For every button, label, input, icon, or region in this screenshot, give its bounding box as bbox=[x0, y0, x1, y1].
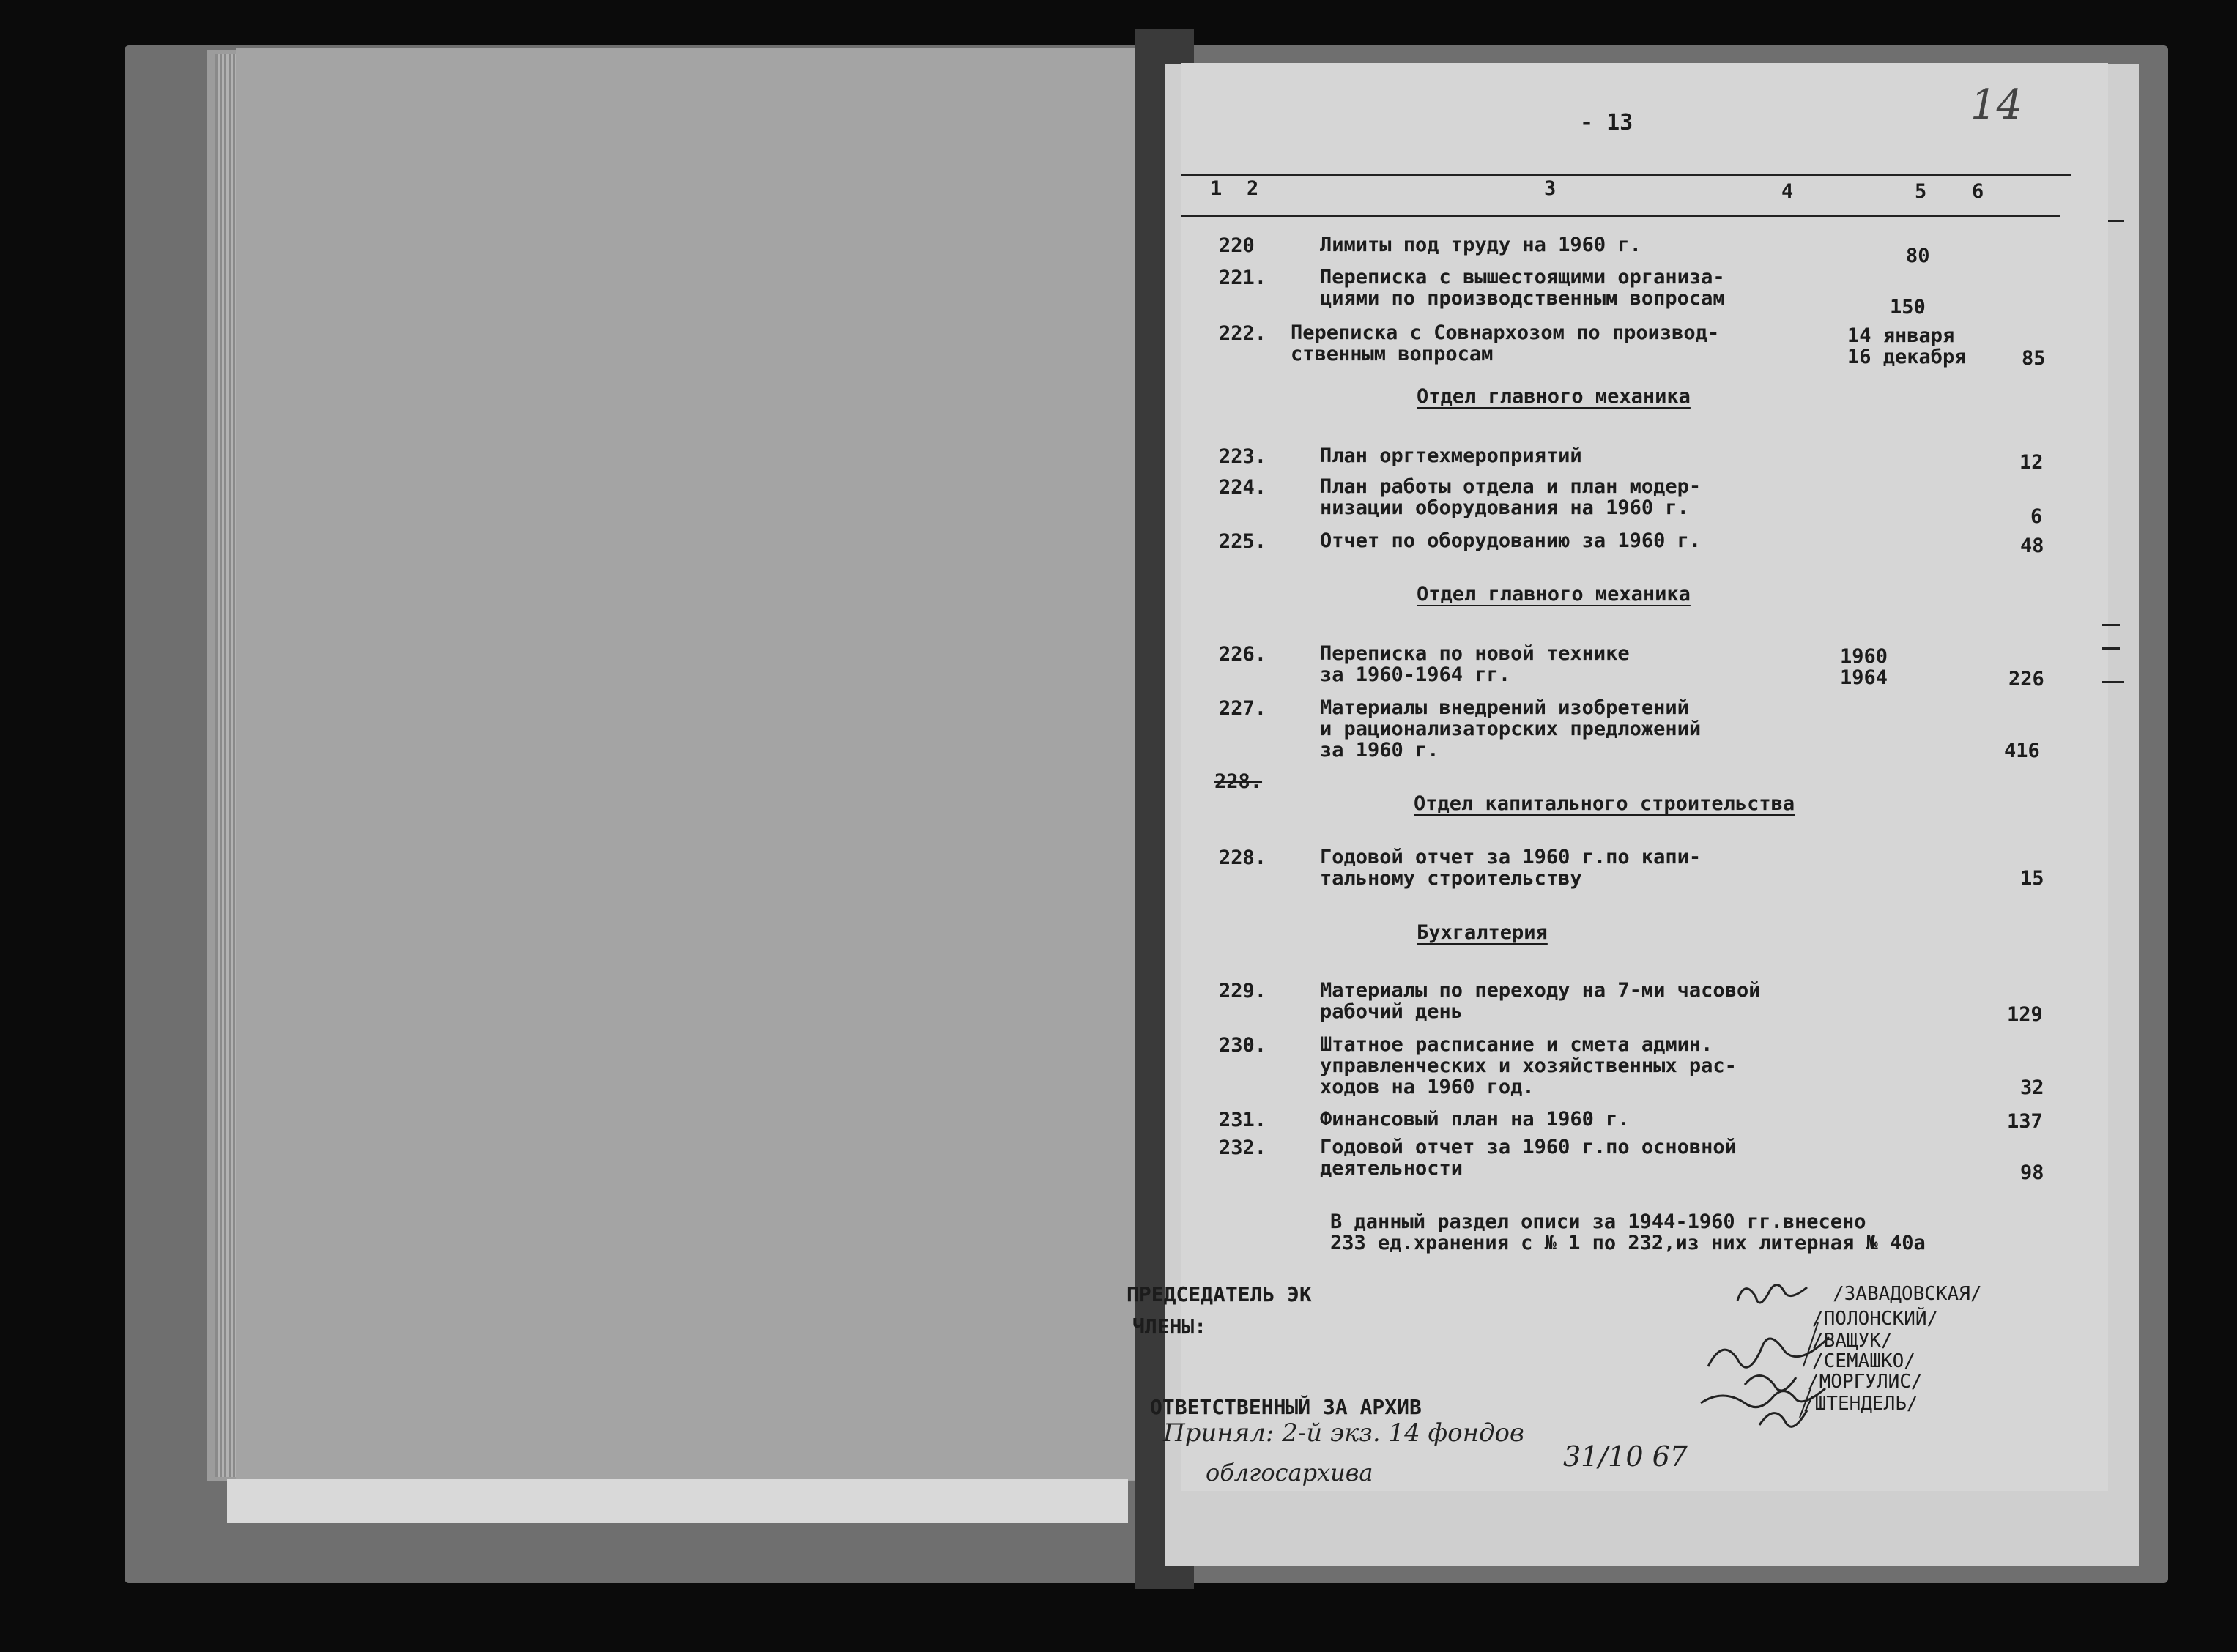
entry-col6: 416 bbox=[2004, 740, 2040, 762]
left-underlying-sheet bbox=[227, 1479, 1128, 1523]
entry-number-crossed: 228. bbox=[1214, 770, 1263, 793]
signatory-name: /ВАЩУК/ bbox=[1812, 1330, 1893, 1352]
entry-col6: 12 bbox=[2019, 451, 2044, 474]
handwritten-note-line2: облгосархива bbox=[1206, 1459, 1373, 1487]
edge-tab-mark bbox=[2108, 220, 2124, 222]
entry-col6: 85 bbox=[2022, 347, 2046, 370]
entry-number: 225. bbox=[1219, 530, 1267, 553]
entry-title: Годовой отчет за 1960 г.по капи- тальному строительству bbox=[1320, 846, 1702, 890]
signatory-name: /ЗАВАДОВСКАЯ/ bbox=[1833, 1283, 1982, 1305]
header-rule-top bbox=[1181, 174, 2071, 176]
entry-number: 228. bbox=[1219, 847, 1267, 869]
entry-col6: 98 bbox=[2020, 1161, 2044, 1184]
archive-label: ОТВЕТСТВЕННЫЙ ЗА АРХИВ bbox=[1150, 1395, 1422, 1419]
section-heading: Отдел главного механика bbox=[1417, 385, 1691, 408]
entry-number: 230. bbox=[1219, 1034, 1267, 1057]
page-number: - 13 bbox=[1580, 110, 1633, 135]
entry-dates: 14 января 16 декабря bbox=[1847, 324, 1967, 368]
column-header-6: 6 bbox=[1972, 180, 1984, 203]
document-page bbox=[1127, 63, 2108, 1491]
entry-number: 220 bbox=[1219, 234, 1255, 257]
entry-title: План оргтехмероприятий bbox=[1320, 444, 1582, 467]
entry-number: 226. bbox=[1219, 643, 1267, 666]
entry-number: 231. bbox=[1219, 1109, 1267, 1131]
left-blank-page bbox=[236, 48, 1162, 1480]
entry-col6: 6 bbox=[2030, 505, 2043, 528]
entry-title: Переписка по новой технике за 1960-1964 гг. bbox=[1320, 642, 1630, 686]
entry-title: План работы отдела и план модер- низации оборудования на 1960 г. bbox=[1320, 475, 1702, 519]
chair-label: ПРЕДСЕДАТЕЛЬ ЭК bbox=[1127, 1282, 1312, 1306]
entry-title: Отчет по оборудованию за 1960 г. bbox=[1320, 529, 1702, 552]
handwritten-note-date: 31/10 67 bbox=[1563, 1440, 1688, 1473]
entry-col6: 137 bbox=[2007, 1110, 2043, 1133]
closing-note: В данный раздел описи за 1944-1960 гг.внесено 233 ед.хранения с № 1 по 232,из них литерная № 40а bbox=[1330, 1210, 1926, 1254]
members-label: ЧЛЕНЫ: bbox=[1132, 1314, 1207, 1339]
handwritten-note-line1: Принял: 2-й экз. 14 фондов bbox=[1163, 1418, 1524, 1448]
column-header-1: 1 bbox=[1210, 177, 1223, 200]
entry-number: 224. bbox=[1219, 476, 1267, 499]
entry-col6: 129 bbox=[2007, 1003, 2043, 1026]
entry-title: Штатное расписание и смета админ. управленческих и хозяйственных рас- ходов на 1960 год. bbox=[1320, 1033, 1737, 1098]
entry-title: Материалы по переходу на 7-ми часовой рабочий день bbox=[1320, 979, 1761, 1023]
entry-number: 227. bbox=[1219, 697, 1267, 720]
entry-title: Переписка с Совнархозом по производ- ственным вопросам bbox=[1291, 321, 1720, 365]
column-header-2: 2 bbox=[1247, 177, 1259, 200]
entry-dates: 1960 1964 bbox=[1840, 645, 1888, 689]
entry-number: 229. bbox=[1219, 980, 1267, 1002]
handwritten-signatures bbox=[1693, 1264, 1840, 1454]
column-header-4: 4 bbox=[1781, 180, 1794, 203]
entry-col6: 15 bbox=[2020, 867, 2044, 890]
entry-title: Годовой отчет за 1960 г.по основной деятельности bbox=[1320, 1136, 1737, 1180]
entry-col6: 32 bbox=[2020, 1076, 2044, 1099]
signatory-name: /МОРГУЛИС/ bbox=[1808, 1371, 1923, 1393]
edge-tab-mark bbox=[2102, 647, 2120, 650]
entry-col5: 80 bbox=[1906, 245, 1930, 267]
signatory-name: /СЕМАШКО/ bbox=[1812, 1350, 1915, 1372]
entry-title: Финансовый план на 1960 г. bbox=[1320, 1108, 1630, 1131]
section-heading: Бухгалтерия bbox=[1417, 921, 1548, 944]
entry-number: 232. bbox=[1219, 1136, 1267, 1159]
section-heading: Отдел главного механика bbox=[1417, 583, 1691, 606]
section-heading: Отдел капитального строительства bbox=[1414, 792, 1795, 815]
folio-number: 14 bbox=[1970, 81, 2023, 129]
entry-number: 221. bbox=[1219, 267, 1267, 289]
column-header-3: 3 bbox=[1544, 177, 1557, 200]
entry-col6: 226 bbox=[2008, 668, 2044, 691]
entry-title: Материалы внедрений изобретений и рационализаторских предложений за 1960 г. bbox=[1320, 696, 1702, 762]
entry-title: Лимиты под труду на 1960 г. bbox=[1320, 234, 1641, 256]
entry-col5: 150 bbox=[1890, 296, 1926, 319]
entry-number: 223. bbox=[1219, 445, 1267, 468]
signatory-name: /ШТЕНДЕЛЬ/ bbox=[1803, 1393, 1918, 1415]
column-header-5: 5 bbox=[1915, 180, 1927, 203]
header-rule-bottom bbox=[1181, 215, 2060, 217]
edge-tab-mark bbox=[2102, 624, 2120, 626]
entry-number: 222. bbox=[1219, 322, 1267, 345]
signatory-name: /ПОЛОНСКИЙ/ bbox=[1812, 1308, 1939, 1330]
entry-col6: 48 bbox=[2020, 535, 2044, 557]
edge-tab-mark bbox=[2102, 681, 2124, 683]
entry-title: Переписка с вышестоящими организа- циями по производственным вопросам bbox=[1320, 266, 1725, 310]
